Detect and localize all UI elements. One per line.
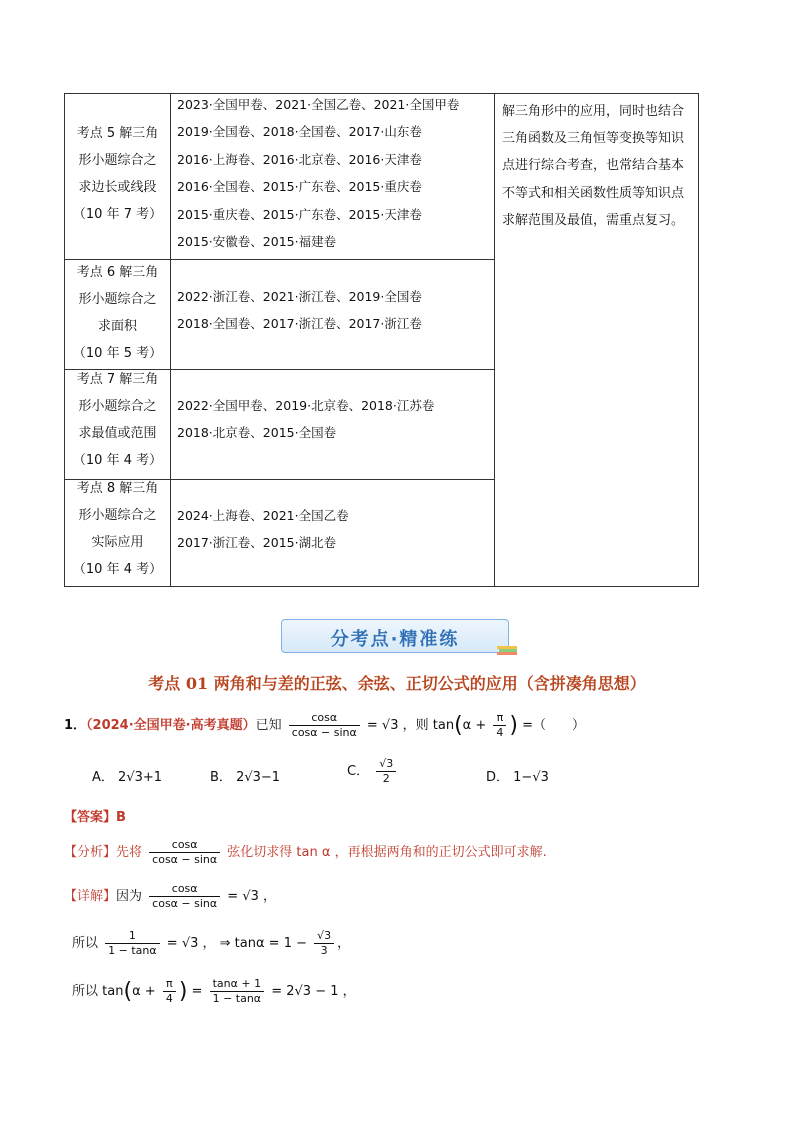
analysis-cell: 解三角形中的应用，同时也结合三角函数及三角恒等变换等知识点进行综合考查，也常结合基本不等式和相关函数性质等知识点求解范围及最值，需重点复习。: [502, 104, 685, 228]
detail-text: = √3 ，: [227, 889, 277, 904]
topic-line: （10 年 4 考）: [72, 562, 163, 577]
question-lead: 已知: [255, 718, 282, 733]
paper-line: 2015·重庆卷、2015·广东卷、2015·天津卷: [177, 206, 422, 222]
topic-cell: [65, 120, 170, 228]
fraction: [210, 977, 265, 1006]
question-number: 1．: [64, 718, 87, 733]
paper-line: 2019·全国卷、2018·全国卷、2017·山东卷: [177, 124, 422, 140]
denominator: 3: [320, 944, 328, 957]
detail-line-2: [72, 929, 350, 958]
detail-text: 所以: [72, 936, 99, 951]
topic-cell: [65, 259, 170, 367]
option-b[interactable]: [210, 766, 280, 785]
option-text: 2√3+1: [118, 770, 163, 785]
tan-text: tan: [432, 718, 455, 733]
numerator: √3: [376, 757, 396, 772]
papers-cell: [177, 502, 495, 557]
alpha-plus: α +: [132, 984, 156, 999]
topic-line: 形小题综合之: [78, 399, 157, 414]
denominator: 1 − tanα: [108, 944, 157, 957]
fraction: [493, 711, 506, 740]
numerator: cosα: [149, 838, 220, 853]
numerator: π: [493, 711, 506, 726]
topic-cell: [65, 475, 170, 583]
question-source: （2024·全国甲卷·高考真题）: [86, 718, 256, 733]
fraction: [163, 977, 176, 1006]
fraction: [105, 929, 160, 958]
option-label: A．: [92, 770, 114, 785]
paper-line: 2024·上海卷、2021·全国乙卷: [177, 508, 349, 523]
topic-line: （10 年 7 考）: [72, 207, 163, 222]
fraction: [376, 757, 396, 786]
paren: ): [509, 713, 518, 738]
numerator: cosα: [289, 711, 360, 726]
numerator: tanα + 1: [210, 977, 265, 992]
topic-line: 考点 5 解三角: [76, 126, 159, 141]
topic-cell: [65, 366, 170, 474]
section-heading: 考点 01 两角和与差的正弦、余弦、正切公式的应用（含拼凑角思想）: [148, 674, 646, 693]
paper-line: 2022·全国甲卷、2019·北京卷、2018·江苏卷: [177, 398, 435, 413]
detail-text: = √3 ， ⇒ tanα = 1 −: [166, 936, 307, 951]
fraction: [149, 838, 220, 867]
answer-value: B: [116, 810, 126, 825]
answer-blank: =（ ）: [522, 718, 586, 733]
topic-line: 考点 8 解三角: [76, 481, 159, 496]
tan-text: tan: [102, 984, 124, 999]
option-label: B．: [210, 770, 232, 785]
detail-line-3: 所以 tan(α + $\frac{\pi}{4}$ ) = $\frac{\tan\alpha + 1}{1 - \tan\alpha}$ = 2√3 − 1 ，: [72, 977, 356, 1005]
paper-line: 2023·全国甲卷、2021·全国乙卷、2021·全国甲卷: [177, 97, 460, 112]
option-a[interactable]: [92, 766, 162, 785]
analysis-line: [64, 838, 547, 867]
book-icon: [496, 644, 518, 656]
denominator: 2: [382, 772, 390, 785]
detail-line-1: [64, 882, 276, 911]
alpha-plus: α +: [462, 718, 487, 733]
topic-line: 形小题综合之: [78, 508, 157, 523]
topic-line: （10 年 4 考）: [72, 453, 163, 468]
paren: ): [178, 979, 188, 1004]
numerator: π: [163, 977, 176, 992]
detail-text: 所以: [72, 984, 99, 999]
option-c[interactable]: [347, 757, 399, 786]
numerator: 1: [105, 929, 160, 944]
paper-line: 2017·浙江卷、2015·湖北卷: [177, 535, 337, 551]
analysis-text: 弦化切求得 tan α ，再根据两角和的正切公式即可求解.: [227, 845, 547, 860]
answer-tag: 【答案】: [64, 810, 117, 825]
topic-line: 形小题综合之: [78, 292, 157, 307]
option-text: 1−√3: [513, 770, 549, 785]
detail-tag: 【详解】: [64, 889, 117, 904]
paper-line: 2022·浙江卷、2021·浙江卷、2019·全国卷: [177, 289, 422, 304]
paren: (: [123, 979, 133, 1004]
papers-cell: [177, 392, 495, 447]
numerator: cosα: [149, 882, 220, 897]
topic-line: 考点 6 解三角: [76, 265, 159, 280]
answer-line: [64, 806, 126, 825]
paper-line: 2016·全国卷、2015·广东卷、2015·重庆卷: [177, 179, 422, 195]
paper-line: 2016·上海卷、2016·北京卷、2016·天津卷: [177, 151, 422, 167]
banner-title: 分考点·精准练: [330, 629, 460, 650]
analysis-tag: 【分析】: [64, 845, 117, 860]
table-divider: [170, 94, 171, 586]
analysis-text: 先将: [116, 845, 143, 860]
paper-line: 2018·北京卷、2015·全国卷: [177, 425, 337, 441]
section-banner: [281, 619, 509, 653]
question-1: [64, 711, 585, 740]
denominator: cosα − sinα: [152, 897, 218, 910]
denominator: cosα − sinα: [152, 853, 218, 866]
paren: (: [454, 713, 463, 738]
equation-text: = √3 ，则: [366, 718, 429, 733]
numerator: √3: [314, 929, 334, 944]
denominator: cosα − sinα: [291, 726, 357, 739]
detail-text: = 2√3 − 1 ，: [271, 984, 356, 999]
option-d[interactable]: [486, 766, 549, 785]
paper-line: 2018·全国卷、2017·浙江卷、2017·浙江卷: [177, 316, 422, 332]
topic-line: 求边长或线段: [78, 180, 157, 195]
papers-cell: [177, 91, 495, 255]
denominator: 4: [496, 726, 504, 739]
topic-line: 考点 7 解三角: [76, 372, 159, 387]
topic-line: 实际应用: [91, 535, 144, 550]
topic-line: （10 年 5 考）: [72, 346, 163, 361]
detail-text: 因为: [116, 889, 143, 904]
topic-line: 形小题综合之: [78, 153, 157, 168]
option-label: C．: [347, 764, 370, 779]
fraction: [289, 711, 360, 740]
fraction: [314, 929, 334, 958]
paper-line: 2015·安徽卷、2015·福建卷: [177, 234, 337, 250]
topic-line: 求最值或范围: [78, 426, 157, 441]
option-text: 2√3−1: [236, 770, 281, 785]
topic-line: 求面积: [97, 319, 137, 334]
denominator: 1 − tanα: [212, 992, 262, 1005]
option-label: D．: [486, 770, 510, 785]
fraction: [149, 882, 220, 911]
papers-cell: [177, 283, 495, 338]
detail-text: ，: [337, 936, 351, 951]
denominator: 4: [165, 992, 173, 1005]
exam-topic-table: [64, 93, 699, 587]
